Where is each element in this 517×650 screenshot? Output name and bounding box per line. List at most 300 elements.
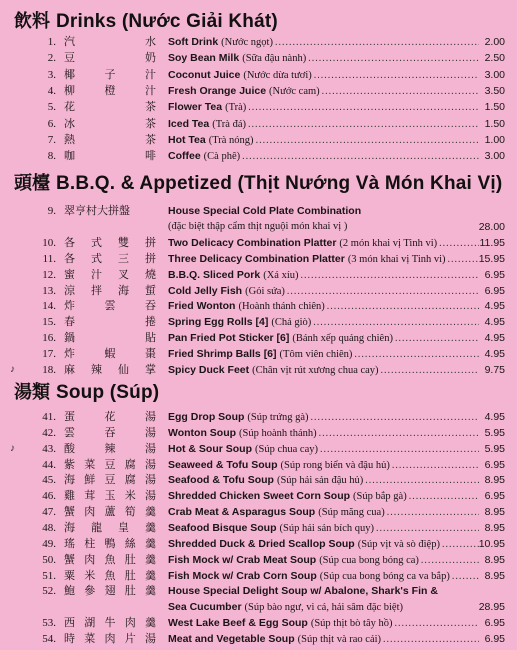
item-english-name: Soy Bean Milk [168, 52, 240, 65]
item-english-name: Cold Jelly Fish [168, 284, 243, 297]
menu-item-row [0, 346, 517, 362]
item-chinese-char: 冰 [64, 116, 75, 130]
item-chinese-char: 湯 [145, 441, 156, 455]
item-leader-dots [300, 268, 479, 284]
item-chinese-char: 翅 [104, 584, 116, 598]
item-number: 2. [47, 52, 56, 65]
item-chinese-char: 茶 [145, 116, 156, 130]
item-price: 8.95 [484, 506, 505, 519]
item-chinese-char: 海 [64, 520, 75, 534]
item-dish [168, 132, 479, 149]
item-leader-dots [322, 84, 479, 100]
item-vietnamese-name: (Súp hải sản đậu hủ) [276, 475, 364, 487]
item-chinese-name [64, 132, 156, 148]
item-chinese-name [64, 441, 156, 457]
item-chinese-char: 腐 [124, 473, 136, 487]
item-chinese-char: 茶 [145, 100, 156, 114]
drinks-heading [14, 7, 278, 33]
item-chinese-char: 鴨 [104, 536, 116, 550]
item-number: 42. [42, 426, 56, 439]
item-price: 6.95 [484, 268, 505, 281]
item-chinese-name [64, 425, 156, 441]
item-chinese-char: 湯 [145, 489, 156, 503]
item-chinese-char: 咖 [64, 149, 75, 163]
item-number: 7. [47, 133, 56, 146]
item-chinese-char: 湯 [145, 425, 156, 439]
item-chinese-char: 汁 [91, 267, 102, 281]
item-price: 10.95 [478, 537, 505, 550]
item-chinese-char: 肉 [124, 616, 136, 630]
item-chinese-char: 羹 [145, 584, 156, 598]
item-dish [168, 504, 479, 521]
item-vietnamese-name: (Súp chua cay) [255, 443, 318, 455]
item-chinese-char: 紫 [64, 457, 75, 471]
item-chinese-name [64, 409, 156, 425]
item-chinese-char: 蜇 [145, 283, 156, 297]
item-dish [168, 520, 479, 537]
menu-item-row [0, 615, 517, 631]
item-price: 2.00 [484, 36, 505, 48]
item-sub-description [168, 219, 479, 235]
menu-item-row [0, 298, 517, 314]
item-number: 12. [42, 268, 56, 281]
item-english-name: Egg Drop Soup [168, 411, 245, 423]
item-chinese-char: 蟹 [64, 552, 75, 566]
item-chinese-char: 雲 [64, 425, 75, 439]
drinks-heading-cn: 飲料 [14, 11, 50, 32]
item-vietnamese-name: (Trà nóng) [208, 134, 254, 146]
item-chinese-char: 茸 [84, 489, 96, 503]
menu-item-row [0, 314, 517, 330]
item-vietnamese-name: (Nước dừa tươi) [243, 69, 312, 81]
item-chinese-char: 水 [145, 35, 156, 48]
item-chinese-char: 肉 [84, 552, 96, 566]
item-vietnamese-name: (Chân vịt rút xương chua cay) [252, 365, 379, 376]
item-leader-dots [248, 117, 479, 133]
item-chinese-char: 柳 [64, 83, 75, 97]
item-number: 10. [42, 236, 56, 249]
item-english-name: House Special Cold Plate Combination [168, 205, 362, 217]
item-price: 4.95 [484, 316, 505, 329]
item-english-name: Hot Tea [168, 133, 206, 146]
soup-heading [14, 378, 159, 404]
item-chinese-char: 雞 [64, 489, 75, 503]
item-price: 4.95 [484, 348, 505, 361]
item-price: 6.95 [484, 284, 505, 297]
item-chinese-char: 米 [84, 568, 96, 582]
item-number: 54. [42, 632, 56, 645]
item-chinese-name [64, 251, 156, 267]
item-chinese-name [64, 116, 156, 132]
menu-item-row [0, 441, 517, 457]
item-english-name: Seafood & Tofu Soup [168, 474, 274, 487]
item-english-name: Crab Meat & Asparagus Soup [168, 506, 316, 519]
item-chinese-name [64, 457, 156, 473]
item-dish [168, 235, 479, 252]
item-chinese-char: 蛋 [64, 410, 75, 423]
menu-item-subrow [0, 219, 517, 235]
item-chinese-char: 腐 [124, 457, 136, 471]
item-chinese-name [64, 67, 156, 83]
item-chinese-name [64, 568, 156, 584]
item-price: 4.95 [484, 411, 505, 423]
item-leader-dots [287, 284, 479, 300]
item-chinese-char: 雲 [104, 299, 116, 313]
item-chinese-name [64, 298, 156, 314]
item-leader-dots [365, 473, 479, 489]
menu-item-subrow [0, 599, 517, 615]
item-chinese-char: 子 [104, 67, 116, 81]
item-chinese-char: 橙 [104, 83, 116, 97]
item-chinese-char: 時 [64, 631, 75, 645]
item-vietnamese-name: (Chả giò) [271, 317, 312, 329]
item-dish [168, 536, 479, 553]
item-chinese-char: 肉 [84, 505, 96, 519]
item-english-name: Fresh Orange Juice [168, 84, 267, 97]
menu-item-row [0, 425, 517, 441]
item-price: 6.95 [484, 632, 505, 645]
item-english-name: Wonton Soup [168, 426, 237, 439]
item-english-name: West Lake Beef & Egg Soup [168, 617, 308, 630]
item-dish [168, 267, 479, 284]
item-chinese-name [64, 472, 156, 488]
item-chinese-char: 啡 [145, 149, 156, 163]
item-chinese-char: 參 [84, 584, 96, 598]
item-english-name: Seafood Bisque Soup [168, 521, 277, 534]
item-dish [168, 457, 479, 474]
item-chinese-char: 燒 [145, 267, 156, 281]
item-english-name: Flower Tea [168, 101, 223, 114]
item-price: 2.50 [484, 52, 505, 65]
item-vietnamese-name: (Hoành thánh chiên) [238, 301, 325, 313]
item-number: 50. [42, 553, 56, 566]
item-chinese-name [64, 536, 156, 552]
item-chinese-name [64, 235, 156, 251]
item-number: 17. [42, 348, 56, 361]
spicy-mark-icon: ♪ [10, 442, 15, 454]
item-vietnamese-name: (Súp bắp gà) [353, 491, 407, 503]
menu-item-row [0, 568, 517, 584]
item-leader-dots [275, 35, 479, 51]
item-number: 46. [42, 490, 56, 503]
item-dish [168, 314, 479, 331]
item-chinese-char: 麻 [64, 363, 75, 376]
item-chinese-char: 椰 [64, 67, 75, 81]
item-vietnamese-name: (Trà) [225, 102, 247, 114]
item-chinese-name [64, 99, 156, 115]
item-english-name: Coconut Juice [168, 68, 241, 81]
item-chinese-name [64, 283, 156, 299]
item-chinese-char: 瑤 [64, 536, 75, 550]
item-chinese-char: 龍 [91, 520, 102, 534]
item-chinese-char: 羹 [145, 536, 156, 550]
item-english-name: Spring Egg Rolls [4] [168, 316, 269, 329]
item-chinese-char: 鮮 [84, 473, 96, 487]
item-chinese-name [64, 50, 156, 66]
item-dish [168, 83, 479, 100]
item-chinese-char: 掌 [145, 363, 156, 376]
item-dish [168, 631, 479, 648]
item-number: 4. [47, 84, 56, 97]
item-chinese-char: 鍋 [64, 331, 75, 345]
item-vietnamese-name: (Trà đá) [212, 118, 246, 130]
item-dish [168, 362, 479, 379]
item-chinese-char: 花 [104, 410, 116, 423]
item-english-name: Soft Drink [168, 36, 219, 48]
item-number: 11. [42, 252, 56, 265]
soup-heading-cn: 湯類 [14, 382, 50, 403]
item-dish [168, 203, 479, 220]
item-price: 6.95 [484, 458, 505, 471]
item-number: 16. [42, 332, 56, 345]
item-chinese-char: 棗 [145, 347, 156, 361]
item-chinese-char: 蘆 [104, 505, 116, 519]
item-chinese-name [64, 631, 156, 647]
item-english-name: Coffee [168, 150, 201, 163]
item-chinese-char: 湯 [145, 457, 156, 471]
item-dish [168, 99, 479, 116]
item-sub-description [168, 599, 479, 616]
item-chinese-char: 牛 [104, 616, 116, 630]
item-leader-dots [319, 426, 479, 442]
item-chinese-char: 捲 [145, 315, 156, 329]
item-price: 3.50 [484, 84, 505, 97]
bbq-heading-cn: 頭檯 [14, 173, 50, 194]
item-chinese-name [64, 615, 156, 631]
item-chinese-char: 皇 [118, 520, 129, 534]
item-leader-dots [327, 299, 479, 315]
item-price: 1.50 [484, 101, 505, 114]
item-leader-dots [248, 100, 479, 116]
menu-item-row [0, 583, 517, 599]
item-chinese-char: 絲 [124, 536, 136, 550]
item-dish [168, 116, 479, 133]
item-chinese-char: 湯 [145, 473, 156, 487]
item-vietnamese-name: (Súp cua bong bóng ca va bắp) [319, 570, 450, 582]
item-vietnamese-name: (3 món khai vị Tinh vi) [347, 253, 446, 265]
item-chinese-char: 鮑 [64, 584, 75, 598]
item-english-name: Fried Shrimp Balls [6] [168, 348, 277, 361]
menu-item-row [0, 251, 517, 267]
item-chinese-char: 湖 [84, 616, 96, 630]
item-price: 15.95 [478, 252, 505, 265]
item-chinese-char: 豆 [104, 473, 116, 487]
menu-item-row [0, 116, 517, 132]
item-chinese-name [64, 148, 156, 164]
item-english-name: Fish Mock w/ Crab Corn Soup [168, 569, 317, 582]
item-number: 53. [42, 617, 56, 630]
item-vietnamese-name: (Súp hải sản bích quy) [279, 522, 375, 534]
item-chinese-char: 菜 [84, 457, 96, 471]
item-dish [168, 67, 479, 84]
item-dish [168, 346, 479, 363]
item-leader-dots [313, 315, 479, 331]
menu-item-row [0, 203, 517, 219]
item-chinese-name [64, 552, 156, 568]
item-number: 5. [47, 101, 56, 114]
menu-item-row [0, 267, 517, 283]
item-price: 8.95 [484, 521, 505, 534]
soup-heading-en: Soup (Súp) [56, 382, 160, 403]
item-chinese-char: 辣 [91, 363, 102, 376]
item-dish [168, 251, 479, 268]
item-vietnamese-name: (đặc biệt thập cẩm thịt nguội món khai vị ) [168, 220, 348, 232]
item-chinese-char: 汽 [64, 35, 75, 48]
item-price: 1.50 [484, 117, 505, 130]
menu-item-row [0, 148, 517, 164]
item-dish [168, 583, 479, 600]
item-chinese-char: 海 [118, 283, 129, 297]
item-chinese-char: 肚 [124, 552, 136, 566]
item-number: 47. [42, 506, 56, 519]
bbq-heading-en: B.B.Q. & Appetized (Thịt Nướng Và Món Khai Vị) [56, 173, 503, 194]
item-chinese-name [64, 314, 156, 330]
menu-item-row [0, 552, 517, 568]
item-chinese-char: 米 [124, 489, 136, 503]
item-chinese-char: 湯 [145, 631, 156, 645]
item-vietnamese-name: (2 món khai vị Tinh vi) [339, 237, 438, 249]
item-chinese-char: 魚 [104, 568, 116, 582]
item-english-name: Three Delicacy Combination Platter [168, 252, 345, 265]
item-number: 49. [42, 537, 56, 550]
item-chinese-char: 拼 [145, 251, 156, 265]
item-chinese-char: 叉 [118, 267, 129, 281]
item-chinese-char: 柱 [84, 536, 96, 550]
menu-item-row [0, 504, 517, 520]
item-price: 8.95 [484, 569, 505, 582]
menu-item-row [0, 472, 517, 488]
item-price: 11.95 [479, 236, 505, 249]
spicy-mark-icon: ♪ [10, 364, 15, 375]
menu-item-row [0, 99, 517, 115]
item-english-name: Shredded Chicken Sweet Corn Soup [168, 490, 351, 503]
item-number: 44. [42, 458, 56, 471]
item-english-name: Seaweed & Tofu Soup [168, 458, 278, 471]
item-number: 3. [47, 68, 56, 81]
item-chinese-name [64, 330, 156, 346]
menu-item-row [0, 132, 517, 148]
item-chinese-char: 肉 [104, 631, 116, 645]
drinks-heading-en: Drinks (Nước Giải Khát) [56, 11, 278, 32]
item-chinese-char: 拌 [91, 283, 102, 297]
item-leader-dots [376, 521, 479, 537]
item-chinese-name [64, 504, 156, 520]
item-chinese-char: 豆 [64, 51, 75, 65]
menu-item-row [0, 536, 517, 552]
item-number: 13. [42, 284, 56, 297]
item-chinese-char: 雙 [118, 235, 129, 249]
item-chinese-name [64, 83, 156, 99]
menu-item-row [0, 631, 517, 647]
item-price: 8.95 [484, 474, 505, 487]
item-english-name: House Special Delight Soup w/ Abalone, Shark's Fin & [168, 585, 438, 598]
item-chinese-name [64, 362, 156, 378]
item-chinese-char: 辣 [104, 441, 116, 455]
item-vietnamese-name: (Súp rong biển và đậu hủ) [280, 459, 390, 471]
item-chinese-char: 海 [64, 473, 75, 487]
item-chinese-char: 貼 [145, 331, 156, 345]
item-vietnamese-name: (Nước ngọt) [221, 37, 273, 48]
menu-item-row [0, 520, 517, 536]
item-vietnamese-name: (Súp cua bong bóng ca) [319, 554, 419, 566]
item-chinese-name [64, 488, 156, 504]
item-english-name: Fish Mock w/ Crab Meat Soup [168, 553, 317, 566]
item-vietnamese-name: (Súp măng cua) [318, 507, 385, 519]
item-dish [168, 568, 479, 585]
item-price: 3.00 [484, 150, 505, 163]
item-price: 28.00 [478, 220, 505, 233]
item-vietnamese-name: (Súp thịt và rao cải) [297, 633, 382, 645]
item-vietnamese-name: (Súp vịt và sò điệp) [357, 538, 440, 550]
item-vietnamese-name: (Súp trứng gà) [247, 412, 309, 423]
item-price: 6.95 [484, 490, 505, 503]
item-dish [168, 50, 479, 67]
menu-item-row [0, 83, 517, 99]
item-price: 4.95 [484, 332, 505, 345]
menu-item-row [0, 409, 517, 425]
item-number: 41. [42, 411, 56, 423]
item-chinese-name [64, 346, 156, 362]
item-chinese-char: 拼 [145, 235, 156, 249]
item-chinese-char: 羹 [145, 552, 156, 566]
item-number: 14. [42, 300, 56, 313]
item-chinese-char: 羹 [145, 616, 156, 630]
item-dish [168, 298, 479, 315]
item-chinese-char: 各 [64, 235, 75, 249]
item-chinese-char: 片 [124, 631, 136, 645]
item-chinese-char: 熱 [64, 132, 75, 146]
item-english-name: Fried Wonton [168, 300, 236, 313]
item-leader-dots [314, 68, 479, 84]
item-english-name-cont: Sea Cucumber [168, 601, 242, 614]
item-chinese-char: 羹 [145, 568, 156, 582]
item-price: 4.95 [484, 300, 505, 313]
item-english-name: Meat and Vegetable Soup [168, 632, 295, 645]
item-chinese-char: 炸 [64, 299, 75, 313]
item-chinese-char: 涼 [64, 283, 75, 297]
item-chinese-char: 花 [64, 100, 75, 114]
item-chinese-char: 蝦 [104, 347, 116, 361]
item-number: 6. [47, 117, 56, 130]
item-price: 5.95 [484, 442, 505, 455]
item-chinese-char: 玉 [104, 489, 116, 503]
item-chinese-char: 羹 [145, 505, 156, 519]
item-chinese-char: 式 [91, 251, 102, 265]
item-chinese-char: 酸 [64, 441, 75, 455]
item-chinese-char: 湯 [145, 410, 156, 423]
item-price: 28.95 [478, 601, 505, 614]
item-chinese-name [64, 583, 156, 599]
item-dish [168, 552, 479, 569]
item-chinese-char: 菜 [84, 631, 96, 645]
item-price: 5.95 [484, 426, 505, 439]
item-number: 51. [42, 569, 56, 582]
item-chinese-name [64, 203, 156, 219]
item-number: 45. [42, 474, 56, 487]
item-chinese-char: 蜜 [64, 267, 75, 281]
item-dish [168, 441, 479, 458]
item-vietnamese-name: (Súp hoành thánh) [239, 427, 317, 439]
item-chinese-char: 炸 [64, 347, 75, 361]
item-leader-dots [256, 133, 479, 149]
item-chinese-char: 式 [91, 235, 102, 249]
item-chinese-char: 仙 [118, 363, 129, 376]
menu-item-row [0, 50, 517, 66]
item-chinese-name [64, 520, 156, 536]
item-leader-dots [308, 51, 479, 67]
item-chinese-char: 西 [64, 616, 75, 630]
item-dish [168, 148, 479, 165]
